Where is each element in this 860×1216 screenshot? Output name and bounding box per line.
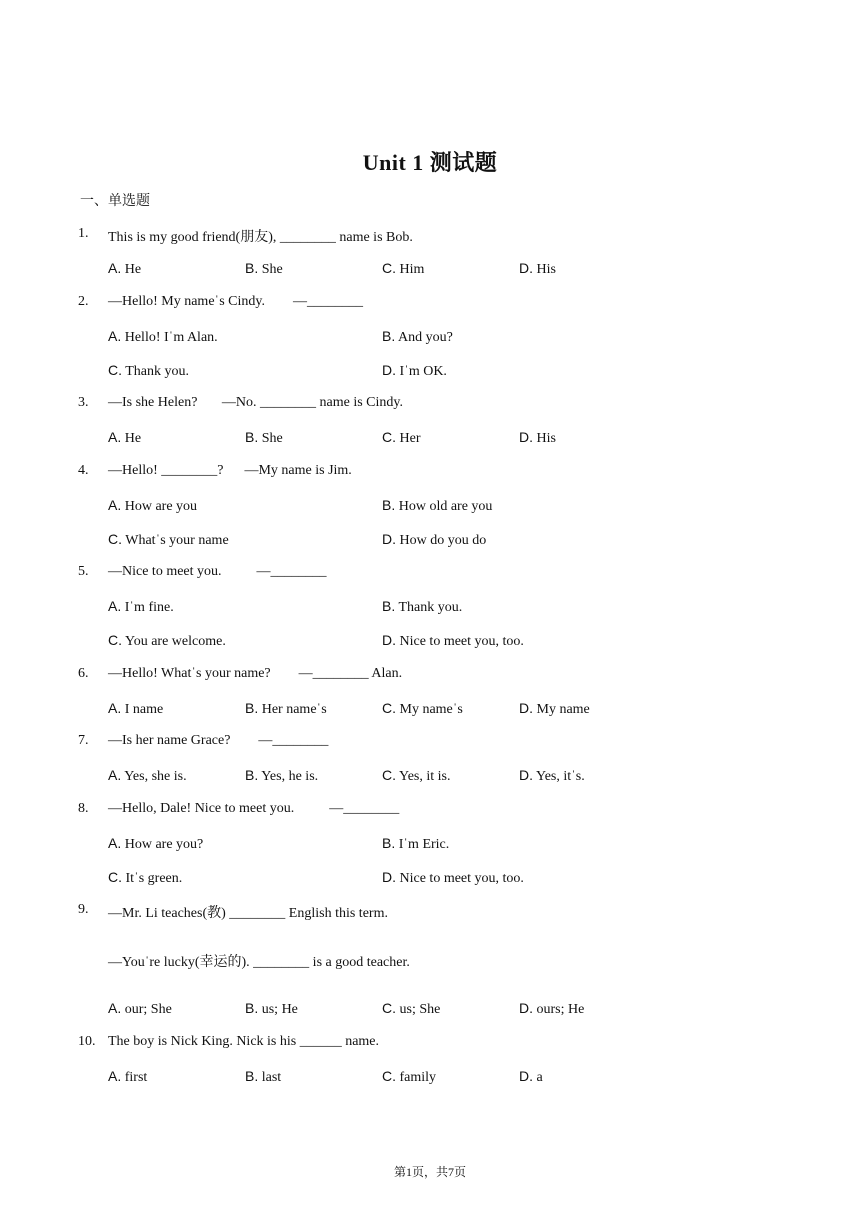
option-c[interactable]	[382, 260, 424, 278]
option-c[interactable]	[108, 531, 229, 549]
options-row	[108, 1000, 788, 1020]
option-c[interactable]	[382, 429, 421, 447]
option-text: Thank you.	[398, 600, 463, 615]
question-number: 6.	[78, 666, 89, 681]
option-text: His	[536, 262, 556, 277]
option-letter: B.	[245, 700, 259, 716]
question-text: —Hello, Dale! Nice to meet you. —________	[108, 801, 400, 816]
option-text: Him	[399, 262, 425, 277]
option-letter: A.	[108, 1068, 122, 1084]
option-letter: C.	[382, 700, 396, 716]
option-letter: A.	[108, 260, 122, 276]
options-row	[108, 362, 788, 382]
option-letter: B.	[382, 497, 396, 513]
option-text: You are welcome.	[124, 634, 226, 649]
option-letter: A.	[108, 429, 122, 445]
option-letter: D.	[519, 1000, 533, 1016]
options-row	[108, 869, 788, 889]
question-text: This is my good friend(朋友), ________ name is Bob.	[108, 230, 413, 245]
option-text: She	[261, 262, 283, 277]
option-text: Iˈm fine.	[124, 600, 174, 615]
option-d[interactable]	[382, 869, 524, 887]
option-a[interactable]	[108, 835, 203, 853]
option-text: My nameˈs	[399, 702, 463, 717]
option-text: And you?	[397, 330, 453, 345]
option-c[interactable]	[108, 632, 226, 650]
option-text: Nice to meet you, too.	[399, 634, 524, 649]
option-text: Her	[399, 431, 421, 446]
option-letter: D.	[382, 869, 396, 885]
question-text-line2: —Youˈre lucky(幸运的). ________ is a good teacher.	[108, 955, 410, 970]
option-text: a	[536, 1070, 543, 1085]
option-b[interactable]	[245, 429, 283, 447]
option-a[interactable]	[108, 700, 163, 718]
question-number: 3.	[78, 395, 89, 410]
option-text: ours; He	[536, 1002, 585, 1017]
option-c[interactable]	[108, 869, 182, 887]
option-b[interactable]	[382, 598, 462, 616]
option-letter: C.	[108, 362, 122, 378]
option-letter: A.	[108, 598, 122, 614]
option-letter: C.	[382, 767, 396, 783]
option-letter: D.	[382, 632, 396, 648]
option-text: first	[124, 1070, 148, 1085]
option-d[interactable]	[519, 1000, 584, 1018]
question-text: —Nice to meet you. —________	[108, 564, 327, 579]
option-text: family	[399, 1070, 437, 1085]
option-letter: A.	[108, 835, 122, 851]
option-letter: B.	[382, 835, 396, 851]
option-b[interactable]	[382, 328, 453, 346]
options-row	[108, 835, 788, 855]
option-text: us; She	[399, 1002, 441, 1017]
option-text: She	[261, 431, 283, 446]
option-text: My name	[536, 702, 590, 717]
options-row	[108, 767, 788, 787]
page-title: Unit 1 测试题	[362, 150, 498, 175]
option-text: Iˈm Eric.	[398, 837, 450, 852]
option-b[interactable]	[245, 1068, 281, 1086]
option-letter: A.	[108, 328, 122, 344]
option-letter: C.	[108, 869, 122, 885]
option-b[interactable]	[382, 497, 492, 515]
option-letter: B.	[245, 767, 259, 783]
options-row	[108, 700, 788, 720]
option-a[interactable]	[108, 260, 141, 278]
option-text: Yes, itˈs.	[535, 769, 585, 784]
question-text: —Hello! Whatˈs your name? —________ Alan.	[108, 666, 403, 681]
option-text: Yes, it is.	[398, 769, 451, 784]
option-letter: B.	[245, 260, 259, 276]
option-c[interactable]	[382, 767, 450, 785]
option-letter: D.	[382, 531, 396, 547]
option-letter: B.	[382, 328, 396, 344]
options-row	[108, 429, 788, 449]
option-c[interactable]	[382, 700, 463, 718]
option-letter: D.	[519, 700, 533, 716]
option-letter: A.	[108, 497, 122, 513]
option-letter: D.	[519, 767, 533, 783]
option-a[interactable]	[108, 1068, 147, 1086]
option-letter: A.	[108, 767, 122, 783]
option-a[interactable]	[108, 497, 197, 515]
options-row	[108, 632, 788, 652]
option-letter: A.	[108, 700, 122, 716]
option-text: us; He	[261, 1002, 298, 1017]
options-row	[108, 598, 788, 618]
option-d[interactable]	[382, 362, 447, 380]
option-text: How are you?	[124, 837, 204, 852]
option-text: Nice to meet you, too.	[399, 871, 524, 886]
option-text: last	[261, 1070, 282, 1085]
option-d[interactable]	[519, 767, 585, 785]
option-c[interactable]	[382, 1068, 436, 1086]
option-letter: B.	[382, 598, 396, 614]
option-text: His	[536, 431, 556, 446]
option-letter: C.	[382, 1000, 396, 1016]
option-letter: C.	[382, 1068, 396, 1084]
option-letter: D.	[519, 429, 533, 445]
question-number: 2.	[78, 294, 89, 309]
section-heading: 一、单选题	[80, 193, 150, 209]
option-text: He	[124, 262, 142, 277]
question-number: 9.	[78, 902, 89, 917]
option-a[interactable]	[108, 598, 174, 616]
option-d[interactable]	[382, 531, 486, 549]
option-a[interactable]	[108, 429, 141, 447]
option-text: Itˈs green.	[125, 871, 183, 886]
option-c[interactable]	[108, 362, 189, 380]
option-d[interactable]	[519, 429, 556, 447]
option-letter: A.	[108, 1000, 122, 1016]
option-text: Yes, he is.	[261, 769, 319, 784]
question-number: 5.	[78, 564, 89, 579]
option-text: Thank you.	[125, 364, 190, 379]
question-number: 1.	[78, 226, 89, 241]
option-d[interactable]	[382, 632, 524, 650]
option-a[interactable]	[108, 1000, 172, 1018]
option-b[interactable]	[382, 835, 449, 853]
question-text: —Mr. Li teaches(教) ________ English this term.	[108, 906, 388, 921]
option-d[interactable]	[519, 260, 556, 278]
option-text: Whatˈs your name	[125, 533, 229, 548]
option-d[interactable]	[519, 700, 590, 718]
option-text: Hello! Iˈm Alan.	[124, 330, 218, 345]
option-b[interactable]	[245, 1000, 298, 1018]
option-letter: B.	[245, 1000, 259, 1016]
options-row	[108, 1068, 788, 1088]
option-text: How do you do	[399, 533, 487, 548]
option-d[interactable]	[519, 1068, 543, 1086]
options-row	[108, 260, 788, 280]
option-letter: C.	[382, 260, 396, 276]
option-letter: D.	[519, 260, 533, 276]
question-number: 10.	[78, 1034, 96, 1049]
option-text: How old are you	[398, 499, 493, 514]
page-footer: 第1页，共7页	[393, 1165, 466, 1179]
question-text: —Is she Helen? —No. ________ name is Cindy.	[108, 395, 403, 410]
option-letter: B.	[245, 1068, 259, 1084]
option-c[interactable]	[382, 1000, 440, 1018]
question-text: —Is her name Grace? —________	[108, 733, 329, 748]
options-row	[108, 328, 788, 348]
option-text: Her nameˈs	[261, 702, 327, 717]
question-number: 8.	[78, 801, 89, 816]
question-number: 4.	[78, 463, 89, 478]
option-letter: B.	[245, 429, 259, 445]
option-text: He	[124, 431, 142, 446]
option-text: Iˈm OK.	[399, 364, 447, 379]
option-letter: D.	[382, 362, 396, 378]
question-text: —Hello! ________? —My name is Jim.	[108, 463, 352, 478]
option-letter: D.	[519, 1068, 533, 1084]
question-number: 7.	[78, 733, 89, 748]
question-text: —Hello! My nameˈs Cindy. —________	[108, 294, 363, 309]
option-a[interactable]	[108, 767, 187, 785]
option-letter: C.	[382, 429, 396, 445]
option-b[interactable]	[245, 767, 318, 785]
option-b[interactable]	[245, 260, 283, 278]
question-text: The boy is Nick King. Nick is his ______ name.	[108, 1034, 380, 1049]
option-letter: C.	[108, 632, 122, 648]
option-a[interactable]	[108, 328, 218, 346]
option-b[interactable]	[245, 700, 327, 718]
option-text: I name	[124, 702, 164, 717]
options-row	[108, 497, 788, 517]
option-text: How are you	[124, 499, 198, 514]
option-letter: C.	[108, 531, 122, 547]
options-row	[108, 531, 788, 551]
option-text: our; She	[124, 1002, 172, 1017]
option-text: Yes, she is.	[124, 769, 187, 784]
